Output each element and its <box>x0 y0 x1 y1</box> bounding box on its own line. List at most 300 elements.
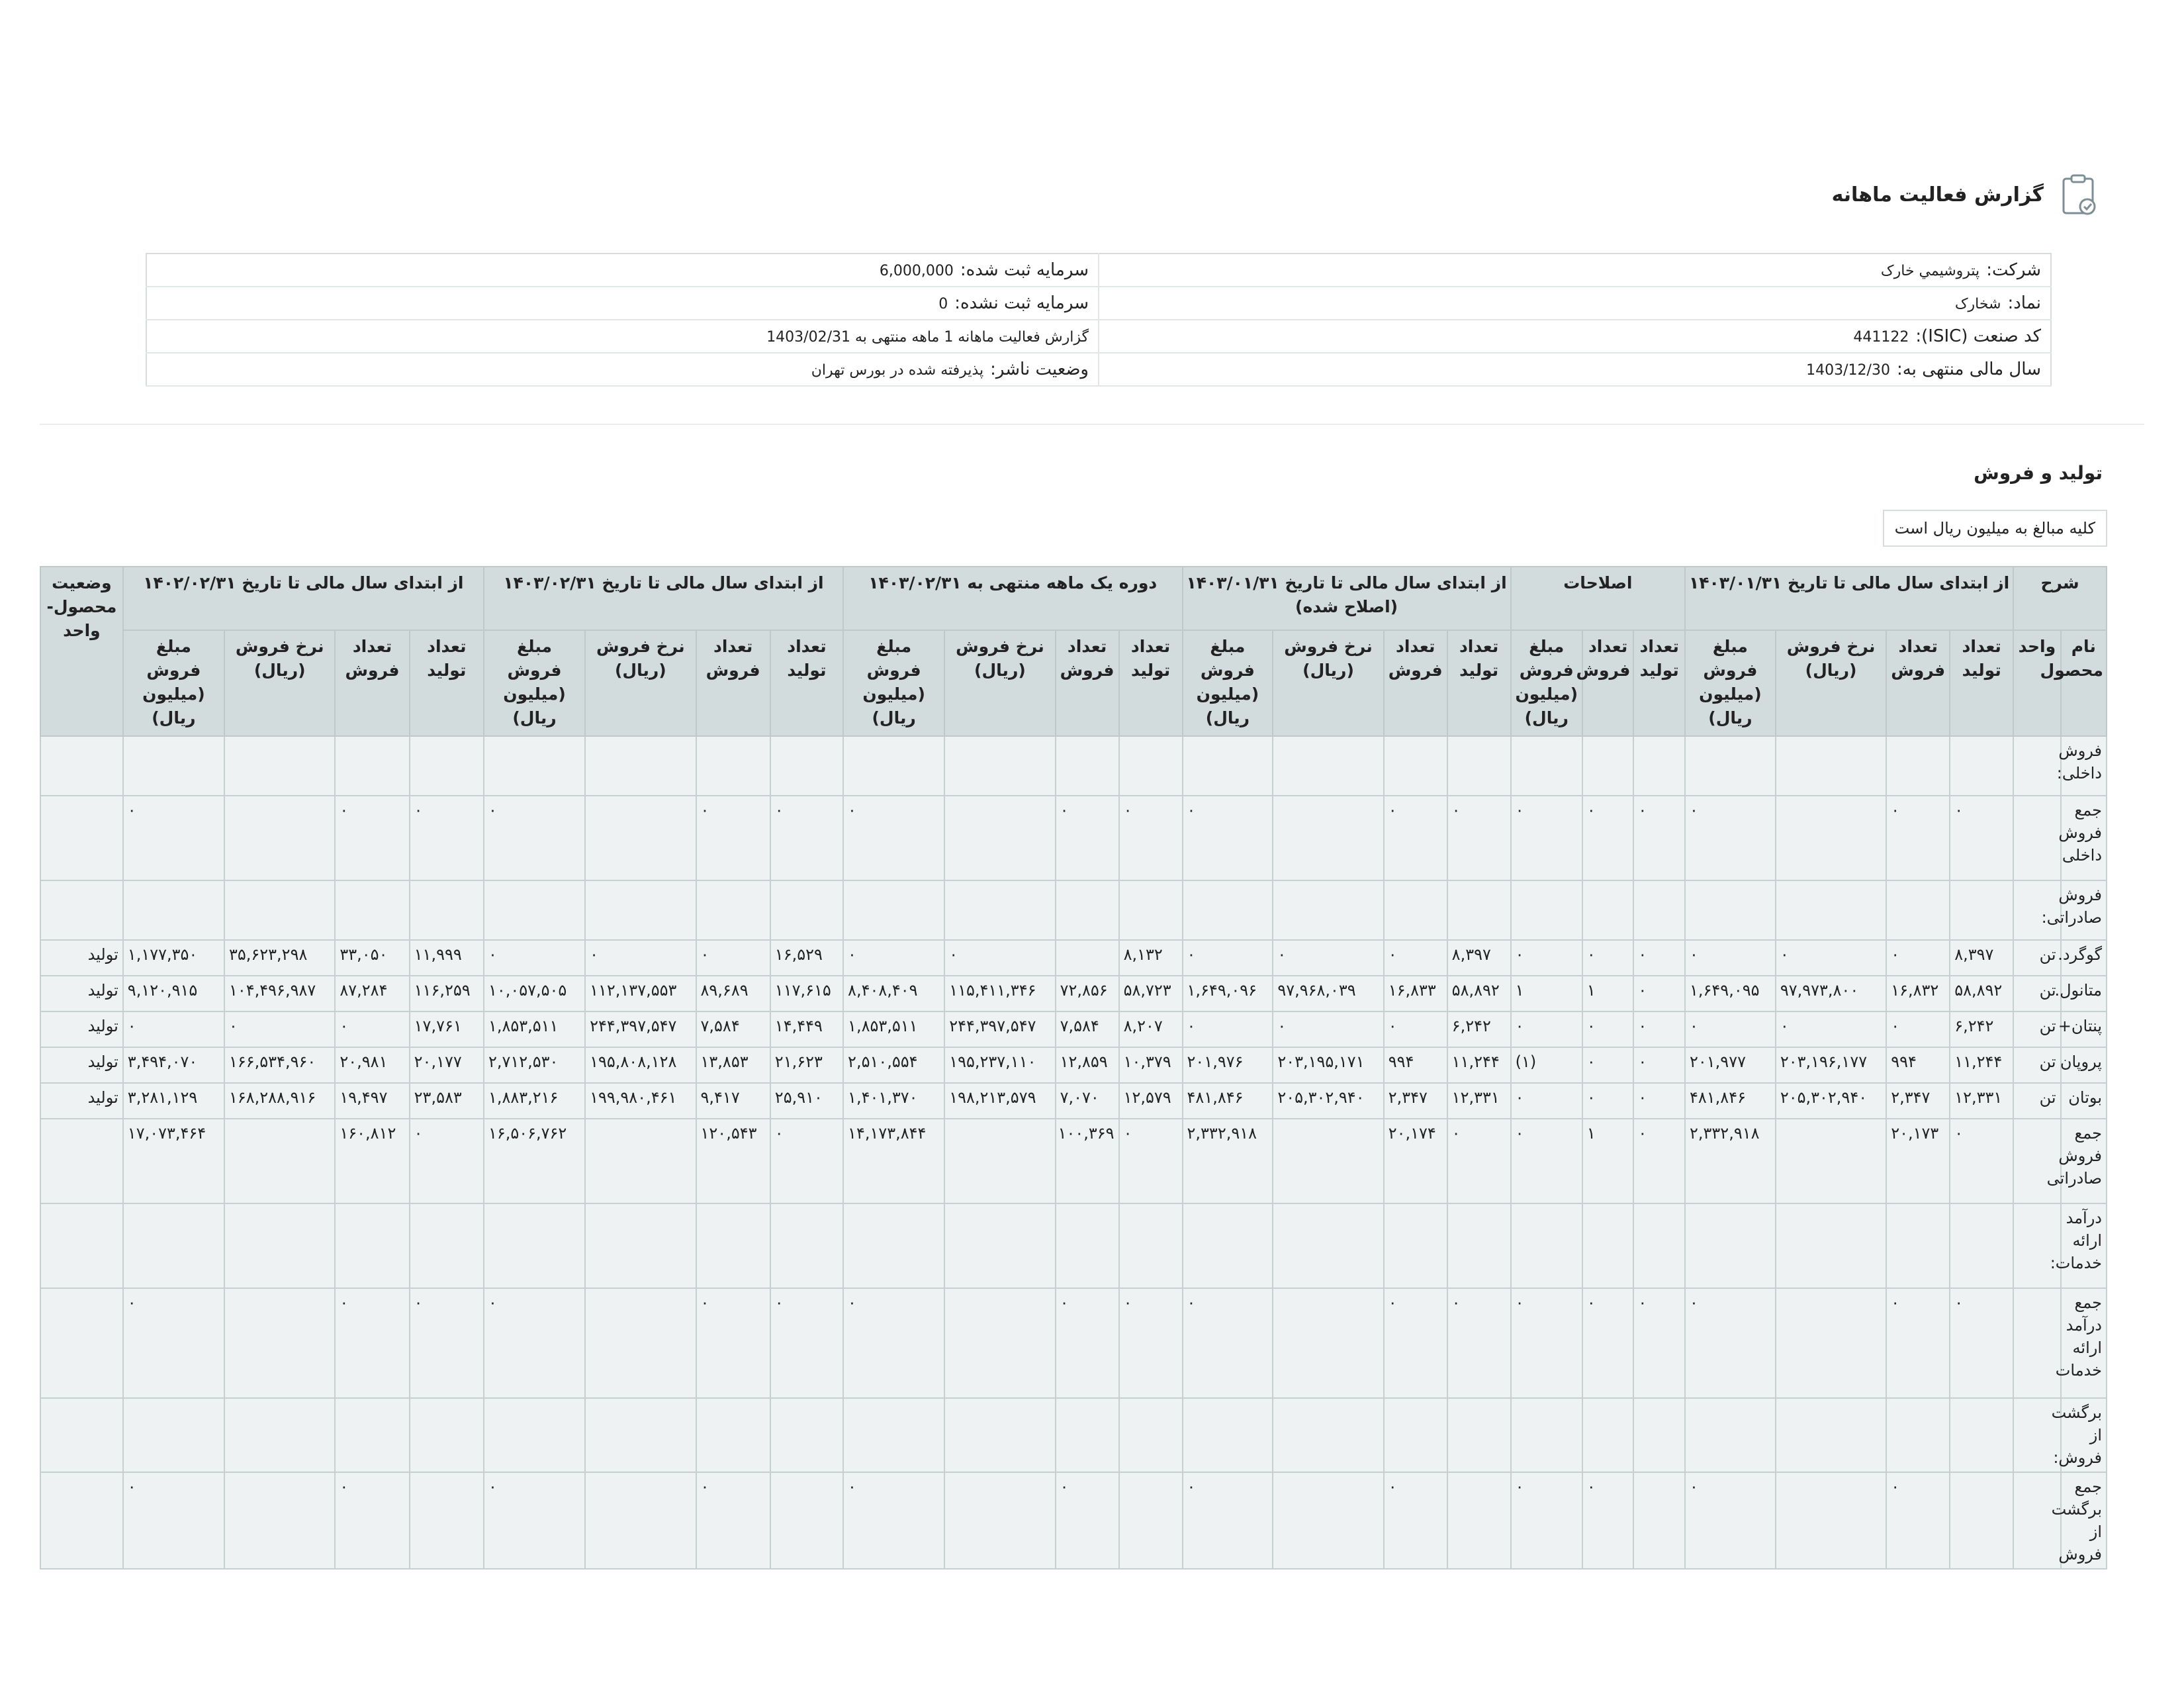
value-cell: ۰ <box>696 796 770 880</box>
symbol-cell: نماد:شخارک <box>1099 287 2051 320</box>
fiscal-year-cell: سال مالی منتهی به:1403/12/30 <box>1099 353 2051 386</box>
value-cell: ۱۱۶,۲۵۹ <box>410 976 484 1011</box>
header-desc: شرح <box>2013 567 2107 630</box>
value-cell: ۱,۶۴۹,۰۹۶ <box>1183 976 1273 1011</box>
subheader-unit: واحد <box>2013 630 2060 736</box>
value-cell: ۰ <box>1183 1288 1273 1398</box>
value-cell: ۰ <box>335 1288 409 1398</box>
header-group4: دوره یک ماهه منتهی به ۱۴۰۳/۰۲/۳۱ <box>843 567 1182 630</box>
value-cell <box>1273 736 1383 796</box>
product-name: پنتان+ <box>2061 1011 2107 1047</box>
value-cell: ۰ <box>335 1472 409 1569</box>
value-cell: ۰ <box>1119 1119 1183 1203</box>
value-cell: ۰ <box>944 940 1055 976</box>
value-cell <box>1633 1472 1685 1569</box>
value-cell <box>1056 1203 1119 1288</box>
value-cell <box>696 1203 770 1288</box>
table-row <box>40 796 2107 880</box>
subheader-amount: مبلغ فروش (میلیون ریال) <box>1511 630 1582 736</box>
product-name: برگشت از فروش: <box>2061 1398 2107 1472</box>
value-cell: ۰ <box>1633 1083 1685 1119</box>
value-cell: ۱۲,۳۳۱ <box>1950 1083 2013 1119</box>
report-header <box>1832 173 2098 216</box>
unregistered-capital: 0 <box>938 296 948 312</box>
value-cell <box>410 1472 484 1569</box>
value-cell: ۸۷,۲۸۴ <box>335 976 409 1011</box>
value-cell: ۲۳,۵۸۳ <box>410 1083 484 1119</box>
table-row <box>40 736 2107 796</box>
value-cell <box>585 796 696 880</box>
value-cell: ۰ <box>1384 796 1447 880</box>
value-cell <box>1776 1119 1886 1203</box>
period-description: گزارش فعالیت ماهانه 1 ماهه منتهی به 1403/02/31 <box>766 329 1089 346</box>
value-cell: ۰ <box>1633 1047 1685 1083</box>
value-cell: ۰ <box>696 1472 770 1569</box>
subheader-amount: مبلغ فروش (میلیون ریال) <box>1183 630 1273 736</box>
value-cell: ۰ <box>696 940 770 976</box>
value-cell <box>944 1472 1055 1569</box>
value-cell: ۰ <box>1633 976 1685 1011</box>
value-cell <box>770 1472 843 1569</box>
value-cell <box>335 1203 409 1288</box>
symbol: شخارک <box>1954 296 2001 312</box>
value-cell: ۰ <box>843 1288 944 1398</box>
value-cell: ۰ <box>1119 1288 1183 1398</box>
value-cell: ۰ <box>1685 940 1776 976</box>
value-cell: ۰ <box>1183 796 1273 880</box>
value-cell: ۰ <box>1273 1011 1383 1047</box>
value-cell: ۰ <box>335 1011 409 1047</box>
capital-cell: سرمایه ثبت شده:6,000,000 <box>146 254 1099 287</box>
value-cell: ۰ <box>585 940 696 976</box>
product-name: درآمد ارائه خدمات: <box>2061 1203 2107 1288</box>
value-cell <box>770 736 843 796</box>
value-cell: ۱۲,۵۷۹ <box>1119 1083 1183 1119</box>
value-cell: ۰ <box>1056 1472 1119 1569</box>
value-cell <box>770 1398 843 1472</box>
status-cell: تولید <box>40 1011 123 1047</box>
table-row <box>40 1288 2107 1398</box>
value-cell <box>843 1398 944 1472</box>
value-cell: ۵۸,۸۹۲ <box>1447 976 1511 1011</box>
value-cell <box>944 796 1055 880</box>
subheader-amount: مبلغ فروش (میلیون ریال) <box>123 630 224 736</box>
value-cell <box>1447 880 1511 940</box>
unit-cell <box>2013 1472 2060 1569</box>
value-cell <box>484 1398 585 1472</box>
product-name: پروپان <box>2061 1047 2107 1083</box>
value-cell: ۱,۱۷۷,۳۵۰ <box>123 940 224 976</box>
value-cell <box>585 1119 696 1203</box>
value-cell: ۱۱,۲۴۴ <box>1447 1047 1511 1083</box>
subheader-product: نام محصول <box>2061 630 2107 736</box>
value-cell <box>944 1288 1055 1398</box>
value-cell: ۰ <box>1685 796 1776 880</box>
value-cell: ۰ <box>770 1288 843 1398</box>
value-cell <box>696 1398 770 1472</box>
value-cell <box>1447 1203 1511 1288</box>
value-cell <box>484 1203 585 1288</box>
value-cell: ۰ <box>410 796 484 880</box>
value-cell <box>1273 1398 1383 1472</box>
header-group5: از ابتدای سال مالی تا تاریخ ۱۴۰۳/۰۲/۳۱ <box>484 567 843 630</box>
value-cell: ۰ <box>696 1288 770 1398</box>
table-row <box>40 1047 2107 1083</box>
table-row <box>40 940 2107 976</box>
value-cell: ۰ <box>123 1288 224 1398</box>
value-cell: ۰ <box>1633 1119 1685 1203</box>
value-cell: ۰ <box>1582 1288 1634 1398</box>
clipboard-icon <box>2060 173 2098 216</box>
value-cell: ۰ <box>1447 796 1511 880</box>
value-cell: ۱,۶۴۹,۰۹۵ <box>1685 976 1776 1011</box>
status-cell <box>40 1472 123 1569</box>
value-cell <box>1776 796 1886 880</box>
value-cell: ۰ <box>1582 1047 1634 1083</box>
subheader-sales-qty: تعداد فروش <box>1056 630 1119 736</box>
value-cell: ۰ <box>1183 940 1273 976</box>
subheader-rate: نرخ فروش (ریال) <box>944 630 1055 736</box>
value-cell: ۰ <box>484 1288 585 1398</box>
value-cell: ۰ <box>1685 1288 1776 1398</box>
value-cell: ۶,۲۴۲ <box>1950 1011 2013 1047</box>
value-cell: ۰ <box>1511 1083 1582 1119</box>
status-cell: وضعیت ناشر:پذيرفته شده در بورس تهران <box>146 353 1099 386</box>
value-cell <box>1633 1203 1685 1288</box>
value-cell: ۰ <box>1633 1288 1685 1398</box>
value-cell: ۰ <box>484 1472 585 1569</box>
value-cell <box>1950 880 2013 940</box>
value-cell: ۱۶۶,۵۳۴,۹۶۰ <box>224 1047 335 1083</box>
status-cell: تولید <box>40 940 123 976</box>
value-cell: ۲,۳۴۷ <box>1384 1083 1447 1119</box>
value-cell <box>224 736 335 796</box>
value-cell: ۱,۸۸۳,۲۱۶ <box>484 1083 585 1119</box>
value-cell <box>224 1472 335 1569</box>
value-cell <box>1511 880 1582 940</box>
unit-cell <box>2013 1288 2060 1398</box>
value-cell <box>1447 736 1511 796</box>
product-name: گوگرد. <box>2061 940 2107 976</box>
value-cell: ۲۱,۶۲۳ <box>770 1047 843 1083</box>
value-cell: ۰ <box>1511 1288 1582 1398</box>
value-cell: ۱۴,۴۴۹ <box>770 1011 843 1047</box>
value-cell <box>1119 1472 1183 1569</box>
value-cell <box>1273 1203 1383 1288</box>
value-cell: ۱۹۹,۹۸۰,۴۶۱ <box>585 1083 696 1119</box>
value-cell: ۱۶۸,۲۸۸,۹۱۶ <box>224 1083 335 1119</box>
value-cell <box>770 880 843 940</box>
status-cell <box>40 1119 123 1203</box>
value-cell <box>1511 1398 1582 1472</box>
value-cell: ۳,۴۹۴,۰۷۰ <box>123 1047 224 1083</box>
unit-cell: تن <box>2013 1047 2060 1083</box>
value-cell <box>1273 1119 1383 1203</box>
company-cell: شرکت:پتروشيمي خارک <box>1099 254 2051 287</box>
value-cell: ۱۱۵,۴۱۱,۳۴۶ <box>944 976 1055 1011</box>
value-cell: ۰ <box>1511 1119 1582 1203</box>
value-cell: ۰ <box>1384 1288 1447 1398</box>
unit-cell <box>2013 796 2060 880</box>
value-cell <box>123 880 224 940</box>
value-cell: ۲۰۳,۱۹۵,۱۷۱ <box>1273 1047 1383 1083</box>
status-cell <box>40 796 123 880</box>
unit-cell: تن <box>2013 940 2060 976</box>
value-cell: ۱۱۷,۶۱۵ <box>770 976 843 1011</box>
subheader-rate: نرخ فروش (ریال) <box>224 630 335 736</box>
value-cell <box>585 736 696 796</box>
value-cell: ۲۰,۱۷۴ <box>1384 1119 1447 1203</box>
value-cell <box>1119 1398 1183 1472</box>
table-row <box>40 1011 2107 1047</box>
value-cell: ۰ <box>1582 940 1634 976</box>
value-cell: ۰ <box>1511 1011 1582 1047</box>
value-cell: ۰ <box>1056 1288 1119 1398</box>
value-cell: ۱۱۲,۱۳۷,۵۵۳ <box>585 976 696 1011</box>
value-cell: ۱,۸۵۳,۵۱۱ <box>843 1011 944 1047</box>
value-cell: ۰ <box>843 796 944 880</box>
value-cell <box>944 1203 1055 1288</box>
value-cell: ۰ <box>1183 1472 1273 1569</box>
value-cell <box>1776 880 1886 940</box>
product-name: جمع برگشت از فروش <box>2061 1472 2107 1569</box>
value-cell <box>1384 1398 1447 1472</box>
value-cell: ۰ <box>484 940 585 976</box>
value-cell <box>1950 1398 2013 1472</box>
value-cell: ۲۰۵,۳۰۲,۹۴۰ <box>1273 1083 1383 1119</box>
product-name: متانول. <box>2061 976 2107 1011</box>
value-cell <box>1582 736 1634 796</box>
product-name: فروش صادراتی: <box>2061 880 2107 940</box>
value-cell: ۰ <box>843 1472 944 1569</box>
value-cell: ۰ <box>1886 1011 1950 1047</box>
value-cell <box>843 736 944 796</box>
value-cell: ۱۱,۲۴۴ <box>1950 1047 2013 1083</box>
unreg-capital-cell: سرمایه ثبت نشده:0 <box>146 287 1099 320</box>
value-cell: ۲۴۴,۳۹۷,۵۴۷ <box>585 1011 696 1047</box>
value-cell <box>123 736 224 796</box>
subheader-prod-qty: تعداد تولید <box>1633 630 1685 736</box>
page-title: گزارش فعالیت ماهانه <box>1831 183 2044 207</box>
subheader-prod-qty: تعداد تولید <box>770 630 843 736</box>
value-cell <box>944 1119 1055 1203</box>
value-cell: ۰ <box>1119 796 1183 880</box>
value-cell: ۰ <box>1183 1011 1273 1047</box>
value-cell: ۱۶,۵۲۹ <box>770 940 843 976</box>
value-cell: ۴۸۱,۸۴۶ <box>1685 1083 1776 1119</box>
value-cell: ۴۸۱,۸۴۶ <box>1183 1083 1273 1119</box>
publisher-status: پذيرفته شده در بورس تهران <box>811 362 984 379</box>
value-cell: ۰ <box>843 940 944 976</box>
value-cell: ۱ <box>1511 976 1582 1011</box>
value-cell: ۱۲,۸۵۹ <box>1056 1047 1119 1083</box>
value-cell <box>696 736 770 796</box>
value-cell: ۲۵,۹۱۰ <box>770 1083 843 1119</box>
value-cell: ۱۰۴,۴۹۶,۹۸۷ <box>224 976 335 1011</box>
value-cell: ۱۲,۳۳۱ <box>1447 1083 1511 1119</box>
value-cell <box>1633 736 1685 796</box>
value-cell: ۱۱,۹۹۹ <box>410 940 484 976</box>
value-cell: ۰ <box>1511 940 1582 976</box>
value-cell: ۳۳,۰۵۰ <box>335 940 409 976</box>
value-cell: ۰ <box>1886 940 1950 976</box>
value-cell: ۲۰۱,۹۷۷ <box>1685 1047 1776 1083</box>
value-cell: ۷,۵۸۴ <box>696 1011 770 1047</box>
value-cell <box>1056 1398 1119 1472</box>
value-cell: ۰ <box>1511 796 1582 880</box>
table-row <box>40 1119 2107 1203</box>
value-cell: ۰ <box>1776 940 1886 976</box>
product-name: فروش داخلی: <box>2061 736 2107 796</box>
company-name: پتروشيمي خارک <box>1880 263 1980 279</box>
value-cell: ۰ <box>1384 940 1447 976</box>
subheader-amount: مبلغ فروش (میلیون ریال) <box>484 630 585 736</box>
value-cell: ۰ <box>410 1288 484 1398</box>
value-cell <box>1582 880 1634 940</box>
value-cell: ۱۷,۷۶۱ <box>410 1011 484 1047</box>
table-row <box>40 1472 2107 1569</box>
value-cell <box>410 1398 484 1472</box>
value-cell: ۰ <box>1776 1011 1886 1047</box>
value-cell <box>1582 1203 1634 1288</box>
value-cell: ۱۹,۴۹۷ <box>335 1083 409 1119</box>
value-cell: ۹,۱۲۰,۹۱۵ <box>123 976 224 1011</box>
isic-code: 441122 <box>1853 329 1909 346</box>
value-cell: ۲,۳۳۲,۹۱۸ <box>1685 1119 1776 1203</box>
value-cell: ۳۵,۶۲۳,۲۹۸ <box>224 940 335 976</box>
value-cell: ۰ <box>1685 1472 1776 1569</box>
value-cell: ۱۷,۰۷۳,۴۶۴ <box>123 1119 224 1203</box>
value-cell <box>1056 940 1119 976</box>
value-cell <box>1685 880 1776 940</box>
unit-cell: تن <box>2013 1083 2060 1119</box>
value-cell: ۱۰,۳۷۹ <box>1119 1047 1183 1083</box>
value-cell: ۲,۵۱۰,۵۵۴ <box>843 1047 944 1083</box>
value-cell <box>944 736 1055 796</box>
subheader-rate: نرخ فروش (ریال) <box>1273 630 1383 736</box>
value-cell <box>1950 1203 2013 1288</box>
value-cell <box>1119 1203 1183 1288</box>
value-cell <box>335 736 409 796</box>
value-cell <box>410 1203 484 1288</box>
value-cell <box>843 1203 944 1288</box>
value-cell: ۰ <box>1582 1083 1634 1119</box>
value-cell <box>585 1288 696 1398</box>
value-cell: ۵۸,۸۹۲ <box>1950 976 2013 1011</box>
value-cell <box>1119 736 1183 796</box>
unit-cell <box>2013 1203 2060 1288</box>
value-cell <box>1511 1203 1582 1288</box>
value-cell: ۸,۱۳۲ <box>1119 940 1183 976</box>
value-cell <box>585 1472 696 1569</box>
value-cell: ۰ <box>1511 1472 1582 1569</box>
subheader-sales-qty: تعداد فروش <box>1886 630 1950 736</box>
value-cell <box>224 880 335 940</box>
value-cell: (۱) <box>1511 1047 1582 1083</box>
value-cell <box>696 880 770 940</box>
value-cell <box>1447 1472 1511 1569</box>
unit-cell <box>2013 736 2060 796</box>
value-cell: ۰ <box>1447 1288 1511 1398</box>
value-cell: ۸,۲۰۷ <box>1119 1011 1183 1047</box>
value-cell: ۹۹۴ <box>1384 1047 1447 1083</box>
table-row <box>40 1398 2107 1472</box>
value-cell: ۲۰,۹۸۱ <box>335 1047 409 1083</box>
value-cell: ۸,۴۰۸,۴۰۹ <box>843 976 944 1011</box>
table-row <box>40 976 2107 1011</box>
header-group3: از ابتدای سال مالی تا تاریخ ۱۴۰۳/۰۱/۳۱ (اصلاح شده) <box>1183 567 1511 630</box>
unit-cell <box>2013 1119 2060 1203</box>
value-cell <box>1273 1288 1383 1398</box>
value-cell <box>123 1203 224 1288</box>
header-group6: از ابتدای سال مالی تا تاریخ ۱۴۰۲/۰۲/۳۱ <box>123 567 484 630</box>
subheader-rate: نرخ فروش (ریال) <box>585 630 696 736</box>
value-cell <box>1776 1288 1886 1398</box>
value-cell: ۹۷,۹۶۸,۰۳۹ <box>1273 976 1383 1011</box>
value-cell: ۲۰,۱۷۳ <box>1886 1119 1950 1203</box>
value-cell: ۰ <box>1950 1119 2013 1203</box>
unit-cell: تن <box>2013 976 2060 1011</box>
product-name: جمع فروش داخلی <box>2061 796 2107 880</box>
unit-cell: تن <box>2013 1011 2060 1047</box>
value-cell: ۰ <box>1633 940 1685 976</box>
divider <box>40 424 2144 425</box>
value-cell <box>770 1203 843 1288</box>
value-cell <box>1776 1398 1886 1472</box>
value-cell: ۱۶,۵۰۶,۷۶۲ <box>484 1119 585 1203</box>
value-cell: ۱۰۰,۳۶۹ <box>1056 1119 1119 1203</box>
value-cell: ۲۰,۱۷۷ <box>410 1047 484 1083</box>
value-cell: ۷,۰۷۰ <box>1056 1083 1119 1119</box>
unit-note: کلیه مبالغ به میلیون ریال است <box>1883 510 2107 547</box>
value-cell: ۷,۵۸۴ <box>1056 1011 1119 1047</box>
value-cell: ۰ <box>1950 1288 2013 1398</box>
status-cell <box>40 1288 123 1398</box>
value-cell <box>944 880 1055 940</box>
product-name: جمع درآمد ارائه خدمات <box>2061 1288 2107 1398</box>
registered-capital: 6,000,000 <box>879 263 954 279</box>
subheader-sales-qty: تعداد فروش <box>335 630 409 736</box>
value-cell <box>224 1398 335 1472</box>
status-cell <box>40 1398 123 1472</box>
value-cell: ۰ <box>1273 940 1383 976</box>
value-cell: ۰ <box>1886 1288 1950 1398</box>
value-cell <box>410 736 484 796</box>
value-cell <box>843 880 944 940</box>
value-cell <box>410 880 484 940</box>
value-cell <box>1776 736 1886 796</box>
value-cell <box>224 796 335 880</box>
fiscal-year-end: 1403/12/30 <box>1806 362 1890 379</box>
value-cell: ۳,۲۸۱,۱۲۹ <box>123 1083 224 1119</box>
value-cell <box>585 880 696 940</box>
value-cell <box>224 1119 335 1203</box>
value-cell <box>1447 1398 1511 1472</box>
value-cell <box>1273 796 1383 880</box>
value-cell: ۰ <box>1886 1472 1950 1569</box>
subheader-prod-qty: تعداد تولید <box>410 630 484 736</box>
value-cell: ۲,۷۱۲,۵۳۰ <box>484 1047 585 1083</box>
value-cell <box>1685 1203 1776 1288</box>
value-cell <box>1633 880 1685 940</box>
value-cell <box>1183 880 1273 940</box>
value-cell <box>1886 1398 1950 1472</box>
product-name: بوتان <box>2061 1083 2107 1119</box>
value-cell: ۱۹۵,۲۳۷,۱۱۰ <box>944 1047 1055 1083</box>
value-cell: ۱۹۸,۲۱۳,۵۷۹ <box>944 1083 1055 1119</box>
value-cell <box>1119 880 1183 940</box>
value-cell: ۰ <box>770 796 843 880</box>
